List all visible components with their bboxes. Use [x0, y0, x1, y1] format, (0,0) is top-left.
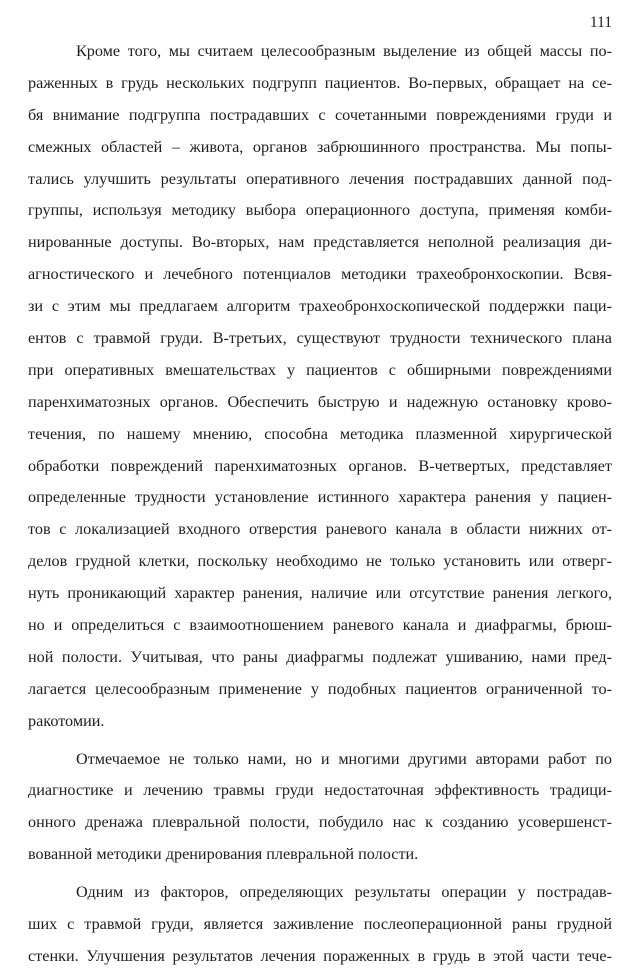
- text-line: ной полости. Учитывая, что раны диафрагмы подлежат ушиванию, нами пред-: [28, 647, 612, 666]
- text-line: тались улучшить результаты оперативного лечения пострадавших данной под-: [28, 169, 612, 188]
- text-line: лагается целесообразным применение у подобных пациентов ограниченной то-: [28, 679, 612, 698]
- paragraph-2: [28, 748, 612, 876]
- text-line: паренхиматозных органов. Обеспечить быструю и надежную остановку крово-: [28, 392, 612, 411]
- page-number: 111: [589, 14, 612, 31]
- text-line: ентов с травмой груди. В-третьих, существуют трудности технического плана: [28, 329, 612, 348]
- text-line: раженных в грудь нескольких подгрупп пациентов. Во-первых, обращает на се-: [28, 73, 612, 92]
- body-text: [28, 40, 612, 977]
- text-line: смежных областей – живота, органов забрюшинного пространства. Мы попы-: [28, 137, 612, 156]
- text-line: бя внимание подгруппа пострадавших с сочетанными повреждениями груди и: [28, 105, 612, 124]
- text-line: обработки повреждений паренхиматозных органов. В-четвертых, представляет: [28, 456, 612, 475]
- text-line: определенные трудности установление истинного характера ранения у пациен-: [28, 488, 612, 507]
- text-line: ших с травмой груди, является заживление послеоперационной раны грудной: [28, 915, 612, 934]
- text-line: группы, используя методику выбора операционного доступа, применяя комби-: [28, 201, 612, 220]
- text-line: нуть проникающий характер ранения, наличие или отсутствие ранения легкого,: [28, 584, 612, 603]
- text-line: зи с этим мы предлагаем алгоритм трахеобронхоскопической поддержки паци-: [28, 297, 612, 316]
- text-line: делов грудной клетки, поскольку необходимо не только установить или отверг-: [28, 552, 612, 571]
- paragraph-3: [28, 881, 612, 977]
- text-line: диагностике и лечению травмы груди недостаточная эффективность традици-: [28, 781, 612, 800]
- text-line: онного дренажа плевральной полости, побудило нас к созданию усовершенст-: [28, 813, 612, 832]
- text-line: тов с локализацией входного отверстия раневого канала в области нижних от-: [28, 520, 612, 539]
- text-line: ракотомии.: [28, 711, 105, 730]
- text-line: Кроме того, мы считаем целесообразным выделение из общей массы по-: [76, 42, 612, 60]
- text-line: при оперативных вмешательствах у пациентов с обширными повреждениями: [28, 360, 612, 379]
- paragraph-1: [28, 40, 612, 742]
- text-line: агностического и лечебного потенциалов методики трахеобронхоскопии. Всвя-: [28, 265, 612, 284]
- text-line: Отмечаемое не только нами, но и многими другими авторами работ по: [76, 749, 612, 768]
- text-line: нированные доступы. Во-вторых, нам представляется неполной реализация ди-: [28, 233, 612, 252]
- text-line: вованной методики дренирования плевральной полости.: [28, 845, 419, 864]
- text-line: течения, по нашему мнению, способна методика плазменной хирургической: [28, 424, 612, 443]
- text-line: Одним из факторов, определяющих результаты операции у пострадав-: [76, 883, 612, 902]
- text-line: стенки. Улучшения результатов лечения пораженных в грудь в этой части тече-: [28, 946, 612, 965]
- text-line: но и определиться с взаимоотношением раневого канала и диафрагмы, брюш-: [28, 616, 612, 635]
